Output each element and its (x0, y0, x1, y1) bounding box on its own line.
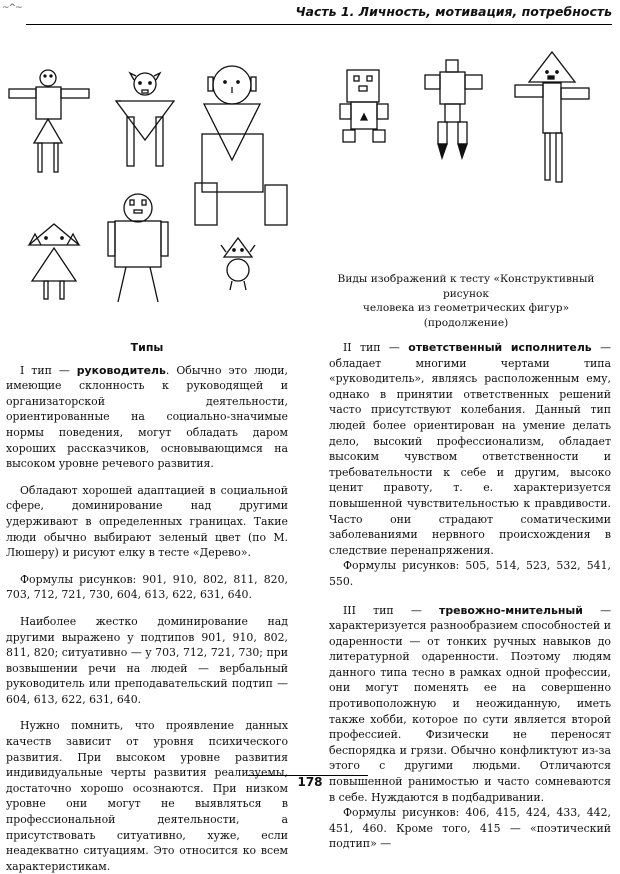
type-3-term: тревожно-мнительный (439, 603, 583, 617)
type-2-formulas-paragraph: Формулы рисунков: 505, 514, 523, 532, 541, 550. (329, 559, 611, 588)
figure-5-robot (425, 60, 482, 158)
section-heading: Типы (130, 341, 164, 354)
adaptation-paragraph: Обладают хорошей адаптацией в социальной сфере, доминирование над другими удерживают в определенных границах. Такие люди обычно выбирают зеленый цвет (по М. Люшеру) и рисуют елку в тесте «Дерево». (6, 483, 288, 560)
type-2-term: ответственный исполнитель (408, 341, 592, 354)
caption-line-2: человека из геометрических фигур» (продолжение) (362, 302, 570, 329)
figure-svg (0, 30, 620, 302)
type-3-formulas-paragraph: Формулы рисунков: 406, 415, 424, 433, 442, 451, 460. Кроме того, 415 — «поэтический подтип» — (329, 806, 611, 851)
figure-8-robot (108, 194, 168, 302)
corner-mark: ~^~ (2, 3, 22, 13)
figure-4-robot (340, 70, 388, 142)
header-rule (26, 24, 612, 25)
figure-9-small-figure (221, 238, 255, 290)
type-3-paragraph (329, 603, 611, 806)
type-1-paragraph (6, 363, 288, 472)
caption-line-1: Виды изображений к тесту «Конструктивный рисунок (337, 273, 595, 300)
left-column (6, 340, 288, 874)
dominance-paragraph: Наиболее жестко доминирование над другими выражено у подтипов 901, 910, 802, 811, 820; ситуативно — у 703, 712, 721, 730; при возвышении речи на людей — вербальный руководитель или преподавательский подтип — 604, 613, 622, 631, 640. (6, 614, 288, 706)
type-1-text: . Обычно это люди, имеющие склонность к руководящей и организаторской деятельности, ориентированные на социально-значимые нормы поведения, могут обладать даром хороших рассказчиков, основывающимся на высоком уровне речевого развития. (6, 363, 288, 471)
figure-7-girl (29, 224, 79, 299)
figure-drawings (0, 30, 620, 302)
figure-2-person (116, 73, 174, 166)
figure-6-person (515, 52, 589, 182)
figure-1-person (9, 70, 89, 172)
type-1-term: руководитель (76, 363, 166, 377)
figure-3-person (195, 66, 287, 225)
figure-caption (320, 272, 612, 330)
type-3-text: — характеризуется разнообразием способностей и одаренности — от тонких ручных навыков до литературной одаренности. Поэтому людям данного типа тесно в рамках одной профессии, они могут поменять ее на совершенно противоположную и неожиданную, иметь также хобби, которое по сути является второй профессией. Физически не переносят беспорядка и грязи. Обычно конфликтуют из-за этого с другими людьми. Отличаются повышенной ранимостью и часто сомневаются в себе. Нуждаются в подбадривании. (329, 603, 611, 804)
right-column (329, 340, 611, 852)
type-2-paragraph (329, 340, 611, 558)
development-paragraph: Нужно помнить, что проявление данных качеств зависит от уровня психического развития. При высоком уровне развития индивидуальные черты развития реализуемы, достаточно хорошо осознаются. При низком уровне они могут не выявляться в профессиональной деятельности, а присутствовать ситуативно, хуже, если неадекватно ситуациям. Это относится ко всем характеристикам. (6, 719, 288, 873)
type-2-text: — обладает многими чертами типа «руководитель», являясь расположенным ему, однако в принятии ответственных решений часто присутствуют колебания. Данный тип людей более ориентирован на умение делать дело, высокий профессионализм, обладает высоким чувством ответственности и требовательности к себе и другим, высоко ценит правоту, т. е. характеризуется повышенной чувствительностью к правдивости. Часто они страдают соматическими заболеваниями нервного происхождения в следствие перенапряжения. (329, 341, 611, 557)
figure-stroke-group (9, 52, 589, 302)
type-1-formulas-paragraph: Формулы рисунков: 901, 910, 802, 811, 820, 703, 712, 721, 730, 604, 613, 622, 631, 640. (6, 572, 288, 602)
type-1-prefix: I тип — (20, 363, 77, 377)
running-header-title: Часть 1. Личность, мотивация, потребность (295, 4, 612, 19)
page-number: 178 (297, 775, 323, 789)
type-3-prefix: III тип — (343, 603, 440, 617)
type-2-prefix: II тип — (343, 341, 409, 354)
